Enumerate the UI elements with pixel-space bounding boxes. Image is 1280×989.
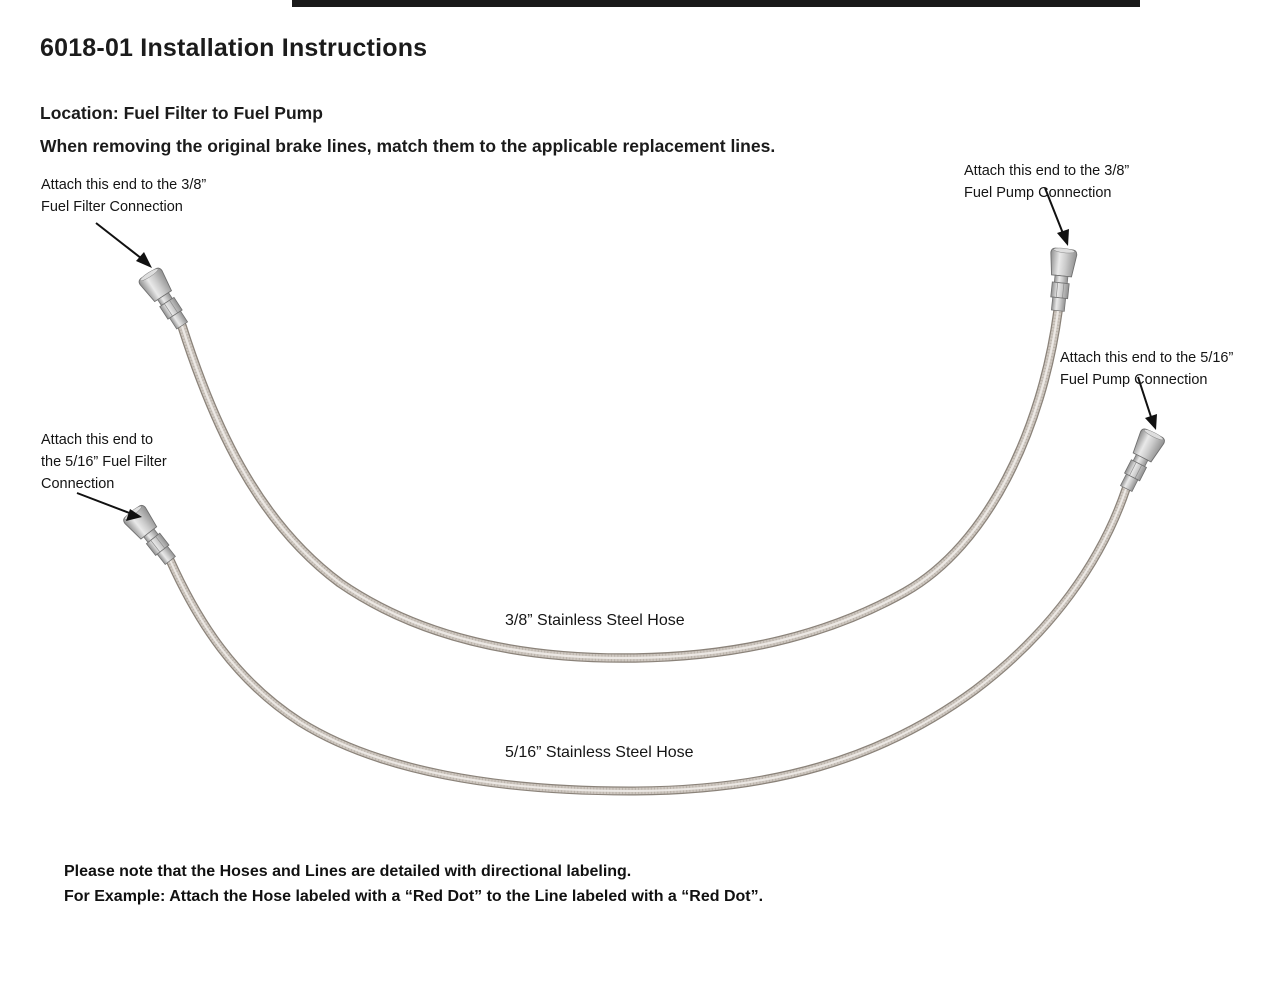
callout-line: Attach this end to the 3/8” [41, 177, 207, 193]
callout-line: Connection [41, 476, 115, 492]
callout-38-pump [964, 160, 1129, 204]
instruction-line: When removing the original brake lines, match them to the applicable replacement lines. [40, 136, 776, 156]
arrow-38-filter-icon [96, 223, 152, 268]
footer-note-line2: For Example: Attach the Hose labeled with a “Red Dot” to the Line labeled with a “Red Dot”. [64, 888, 764, 905]
callout-516-filter [41, 429, 167, 495]
fitting-38-pump-end [1045, 247, 1077, 312]
hose-38 [182, 311, 1058, 658]
callout-line: the 5/16” Fuel Filter [41, 454, 167, 470]
callout-line: Attach this end to [41, 432, 154, 448]
callout-line: Attach this end to the 3/8” [964, 163, 1130, 179]
callout-38-filter [41, 174, 206, 218]
page-title: 6018-01 Installation Instructions [40, 34, 428, 62]
callout-516-pump [1060, 347, 1233, 391]
callout-line: Fuel Pump Connection [964, 185, 1112, 201]
fitting-38-filter-end [137, 266, 193, 333]
hose-38-label: 3/8” Stainless Steel Hose [505, 612, 685, 629]
fitting-516-pump-end [1115, 427, 1167, 495]
footer-note-line1: Please note that the Hoses and Lines are detailed with directional labeling. [64, 863, 632, 880]
callout-line: Attach this end to the 5/16” [1060, 350, 1234, 366]
arrow-516-filter-icon [77, 493, 142, 521]
hose-516-label: 5/16” Stainless Steel Hose [505, 744, 694, 761]
callout-line: Fuel Filter Connection [41, 199, 183, 215]
callout-line: Fuel Pump Connection [1060, 372, 1208, 388]
location-line: Location: Fuel Filter to Fuel Pump [40, 103, 323, 123]
